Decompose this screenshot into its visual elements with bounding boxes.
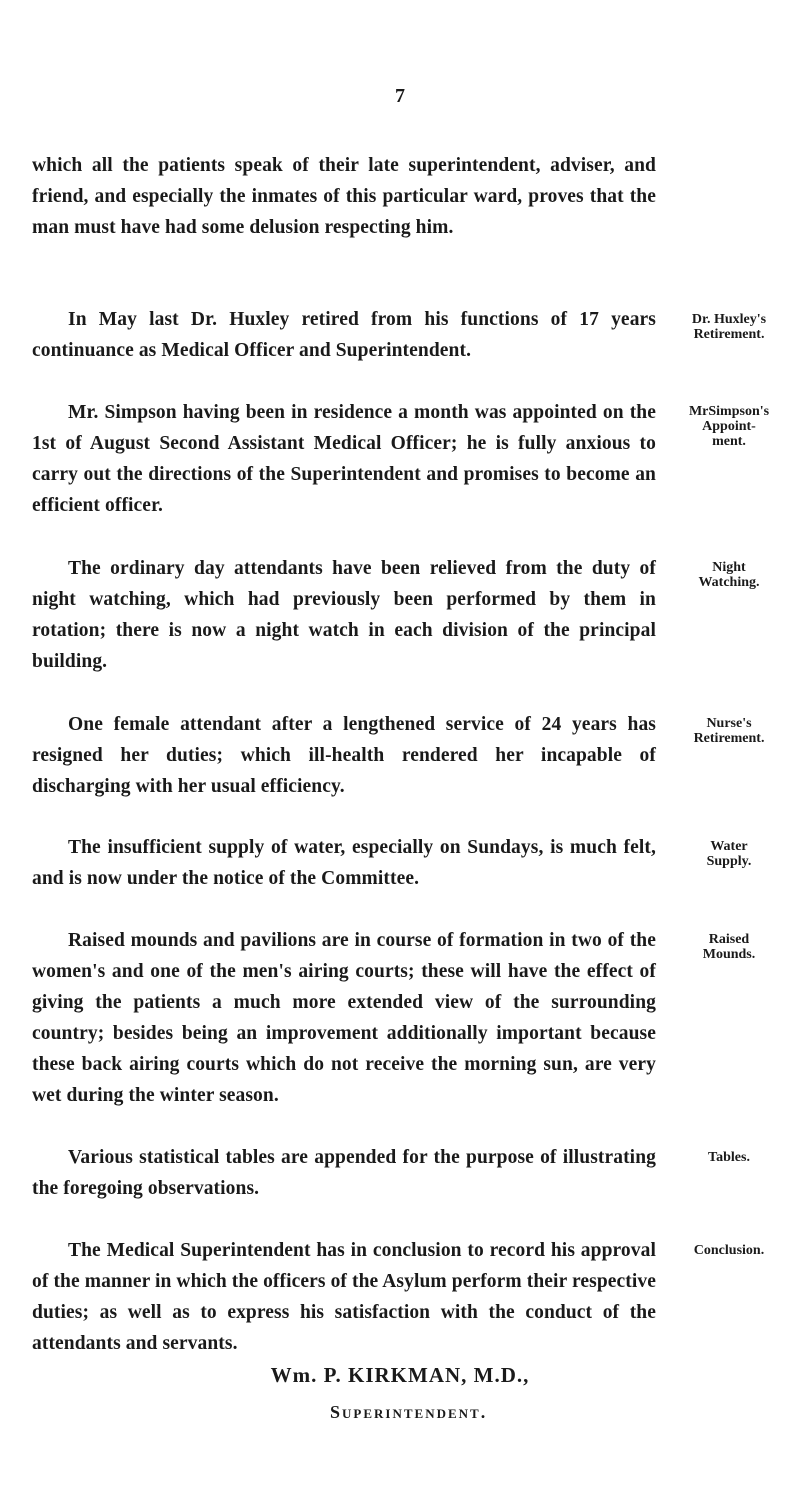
margin-note-mounds	[662, 932, 796, 962]
paragraph-simpson-appointment: Mr. Simpson having been in residence a month was appointed on the 1st of August Second Assistant Medical Officer; he is fully anxious to carry out the directions of the Superintendent and promises to become an efficient officer.	[32, 402, 656, 516]
margin-note-line: Retirement.	[693, 327, 765, 342]
signature-name: Wm. P. KIRKMAN, M.D.,	[270, 1363, 530, 1387]
paragraph-continuation: which all the patients speak of their late superintendent, adviser, and friend, and especially the inmates of this particular ward, proves that the man must have had some delusion respecting him.	[32, 155, 656, 238]
paragraph-conclusion: The Medical Superintendent has in conclusion to record his approval of the manner in which the officers of the Asylum perform their respective duties; as well as to express his satisfaction with the conduct of the attendants and servants.	[32, 1240, 656, 1354]
margin-note-line: Night	[712, 560, 746, 575]
margin-note-line: Mounds.	[702, 947, 756, 962]
margin-note-simpson	[662, 404, 796, 449]
margin-note-night-watching	[662, 560, 796, 590]
paragraph-nurse-retirement: One female attendant after a lengthened service of 24 years has resigned her duties; which ill-health rendered her incapable of discharging with her usual efficiency.	[32, 714, 656, 797]
margin-note-water	[662, 839, 796, 869]
paragraph-water-supply: The insufficient supply of water, especially on Sundays, is much felt, and is now under the notice of the Committee.	[32, 837, 656, 889]
margin-note-line: Retirement.	[693, 731, 765, 746]
margin-note-line: ment.	[712, 434, 746, 449]
paragraph-raised-mounds: Raised mounds and pavilions are in course of formation in two of the women's and one of the men's airing courts; these will have the effect of giving the patients a much more extended view of the surrounding country; besides being an improvement additionally important because these back airing courts which do not receive the morning sun, are very wet during the winter season.	[32, 930, 656, 1106]
margin-note-line: Appoint-	[702, 419, 756, 434]
page-number: 7	[395, 85, 405, 107]
margin-note-tables	[662, 1150, 796, 1165]
margin-note-line: Supply.	[706, 854, 752, 869]
margin-note-line: Dr. Huxley's	[691, 312, 767, 327]
margin-note-line: MrSimpson's	[688, 404, 770, 419]
margin-note-nurse	[662, 716, 796, 746]
margin-note-line: Water	[710, 839, 748, 854]
paragraph-night-watching: The ordinary day attendants have been relieved from the duty of night watching, which had previously been performed by them in rotation; there is now a night watch in each division of the principal building.	[32, 558, 656, 672]
margin-note-huxley	[662, 312, 796, 342]
signature-title: Superintendent.	[330, 1402, 488, 1422]
paragraph-tables: Various statistical tables are appended for the purpose of illustrating the foregoing observations.	[32, 1147, 656, 1199]
margin-note-line: Raised	[708, 932, 750, 947]
margin-note-line: Tables.	[708, 1150, 750, 1165]
margin-note-line: Nurse's	[706, 716, 752, 731]
paragraph-huxley-retirement: In May last Dr. Huxley retired from his functions of 17 years continuance as Medical Officer and Superintendent.	[32, 309, 656, 361]
margin-note-conclusion	[662, 1243, 796, 1258]
margin-note-line: Watching.	[698, 575, 760, 590]
margin-note-line: Conclusion.	[693, 1243, 765, 1258]
